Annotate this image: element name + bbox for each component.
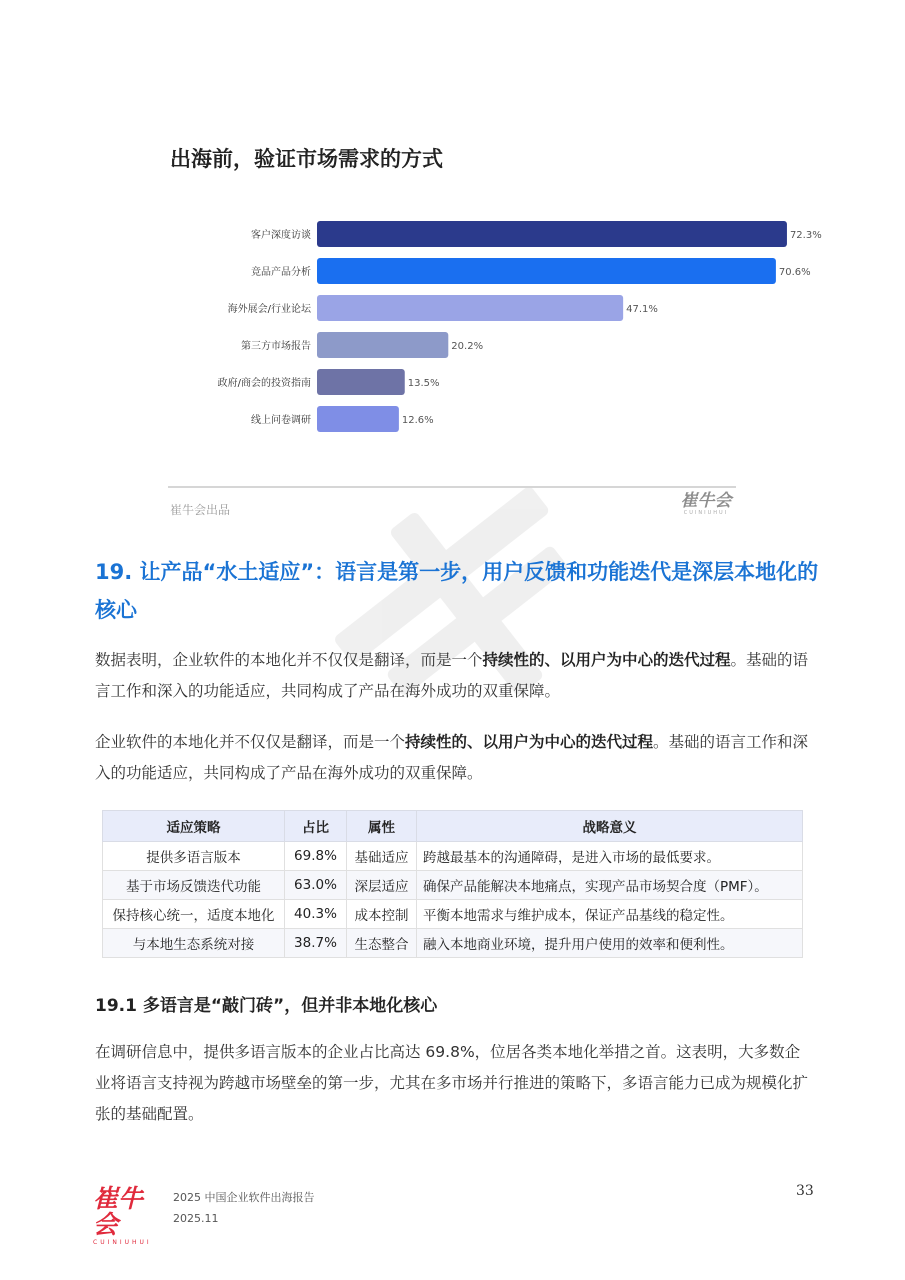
value-label: 70.6% — [778, 267, 811, 278]
bar — [317, 332, 448, 358]
table-cell: 69.8% — [285, 842, 347, 871]
footer-info — [173, 1187, 315, 1229]
table-header: 适应策略 — [103, 811, 285, 842]
table-cell: 融入本地商业环境，提升用户使用的效率和便利性。 — [417, 929, 803, 958]
table-cell: 与本地生态系统对接 — [103, 929, 285, 958]
footer-logo — [93, 1186, 163, 1246]
table-cell: 提供多语言版本 — [103, 842, 285, 871]
bar-chart — [160, 208, 822, 448]
table-cell: 确保产品能解决本地痛点，实现产品市场契合度（PMF）。 — [417, 871, 803, 900]
category-label: 第三方市场报告 — [241, 341, 311, 352]
table-row — [103, 900, 803, 929]
table-cell: 基础适应 — [347, 842, 417, 871]
table-cell: 保持核心统一，适度本地化 — [103, 900, 285, 929]
footer-date: 2025.11 — [173, 1212, 219, 1225]
paragraph-2-bold: 持续性的、以用户为中心的迭代过程 — [405, 733, 654, 751]
bar — [317, 295, 623, 321]
table-header: 属性 — [347, 811, 417, 842]
table-row — [103, 871, 803, 900]
subsection-title: 19.1 多语言是“敲门砖”，但并非本地化核心 — [95, 996, 438, 1016]
chart-brand-logo — [674, 492, 738, 516]
category-label: 海外展会/行业论坛 — [227, 304, 311, 315]
value-label: 20.2% — [451, 341, 484, 352]
chart-title: 出海前，验证市场需求的方式 — [170, 147, 443, 171]
table-row — [103, 842, 803, 871]
category-label: 竞品产品分析 — [251, 267, 311, 278]
table-row — [103, 929, 803, 958]
table-cell: 跨越最基本的沟通障碍，是进入市场的最低要求。 — [417, 842, 803, 871]
paragraph-1-post: 。基础的语言工作和深入的功能适应，共同构成了产品在海外成功的双重保障。 — [95, 651, 809, 700]
table-cell: 40.3% — [285, 900, 347, 929]
table-header-row — [103, 811, 803, 842]
section-title: 19. 让产品“水土适应”：语言是第一步，用户反馈和功能迭代是深层本地化的核心 — [95, 560, 819, 622]
value-label: 13.5% — [407, 378, 440, 389]
chart-brand-logo-sub: CUINIUHUI — [683, 510, 729, 516]
paragraph-3: 在调研信息中，提供多语言版本的企业占比高达 69.8%，位居各类本地化举措之首。这表明，大多数企业将语言支持视为跨越市场壁垒的第一步，尤其在多市场并行推进的策略下，多语言能力已成为规模化扩张的基础配置。 — [95, 1043, 809, 1123]
table-cell: 基于市场反馈迭代功能 — [103, 871, 285, 900]
value-label: 47.1% — [626, 304, 658, 315]
paragraph-1-bold: 持续性的、以用户为中心的迭代过程 — [482, 651, 731, 669]
category-label: 政府/商会的投资指南 — [217, 378, 311, 389]
category-label: 客户深度访谈 — [251, 230, 311, 241]
table-cell: 生态整合 — [347, 929, 417, 958]
strategy-table — [102, 810, 803, 958]
table-cell: 成本控制 — [347, 900, 417, 929]
bar — [317, 369, 405, 395]
chart-divider — [168, 486, 736, 488]
bar — [317, 221, 787, 247]
value-label: 12.6% — [401, 415, 434, 426]
paragraph-1-pre: 数据表明，企业软件的本地化并不仅仅是翻译，而是一个 — [95, 651, 483, 669]
paragraph-2 — [95, 727, 815, 789]
bar — [317, 258, 776, 284]
table-cell: 38.7% — [285, 929, 347, 958]
chart-credit: 崔牛会出品 — [170, 503, 231, 517]
table-header: 战略意义 — [417, 811, 803, 842]
value-label: 72.3% — [789, 230, 822, 241]
paragraph-2-post: 。基础的语言工作和深入的功能适应，共同构成了产品在海外成功的双重保障。 — [95, 733, 809, 782]
table-cell: 63.0% — [285, 871, 347, 900]
footer-report-title: 2025 中国企业软件出海报告 — [173, 1191, 315, 1204]
table-cell: 平衡本地需求与维护成本，保证产品基线的稳定性。 — [417, 900, 803, 929]
footer-logo-sub: CUINIUHUI — [93, 1239, 152, 1246]
footer-logo-text: 崔牛会 — [93, 1184, 144, 1239]
table-cell: 深层适应 — [347, 871, 417, 900]
page-number: 33 — [796, 1183, 814, 1199]
chart-brand-logo-text: 崔牛会 — [680, 491, 732, 511]
table-header: 占比 — [285, 811, 347, 842]
bar — [317, 406, 399, 432]
paragraph-2-pre: 企业软件的本地化并不仅仅是翻译，而是一个 — [95, 733, 406, 751]
paragraph-1 — [95, 645, 815, 707]
category-label: 线上问卷调研 — [251, 415, 311, 426]
